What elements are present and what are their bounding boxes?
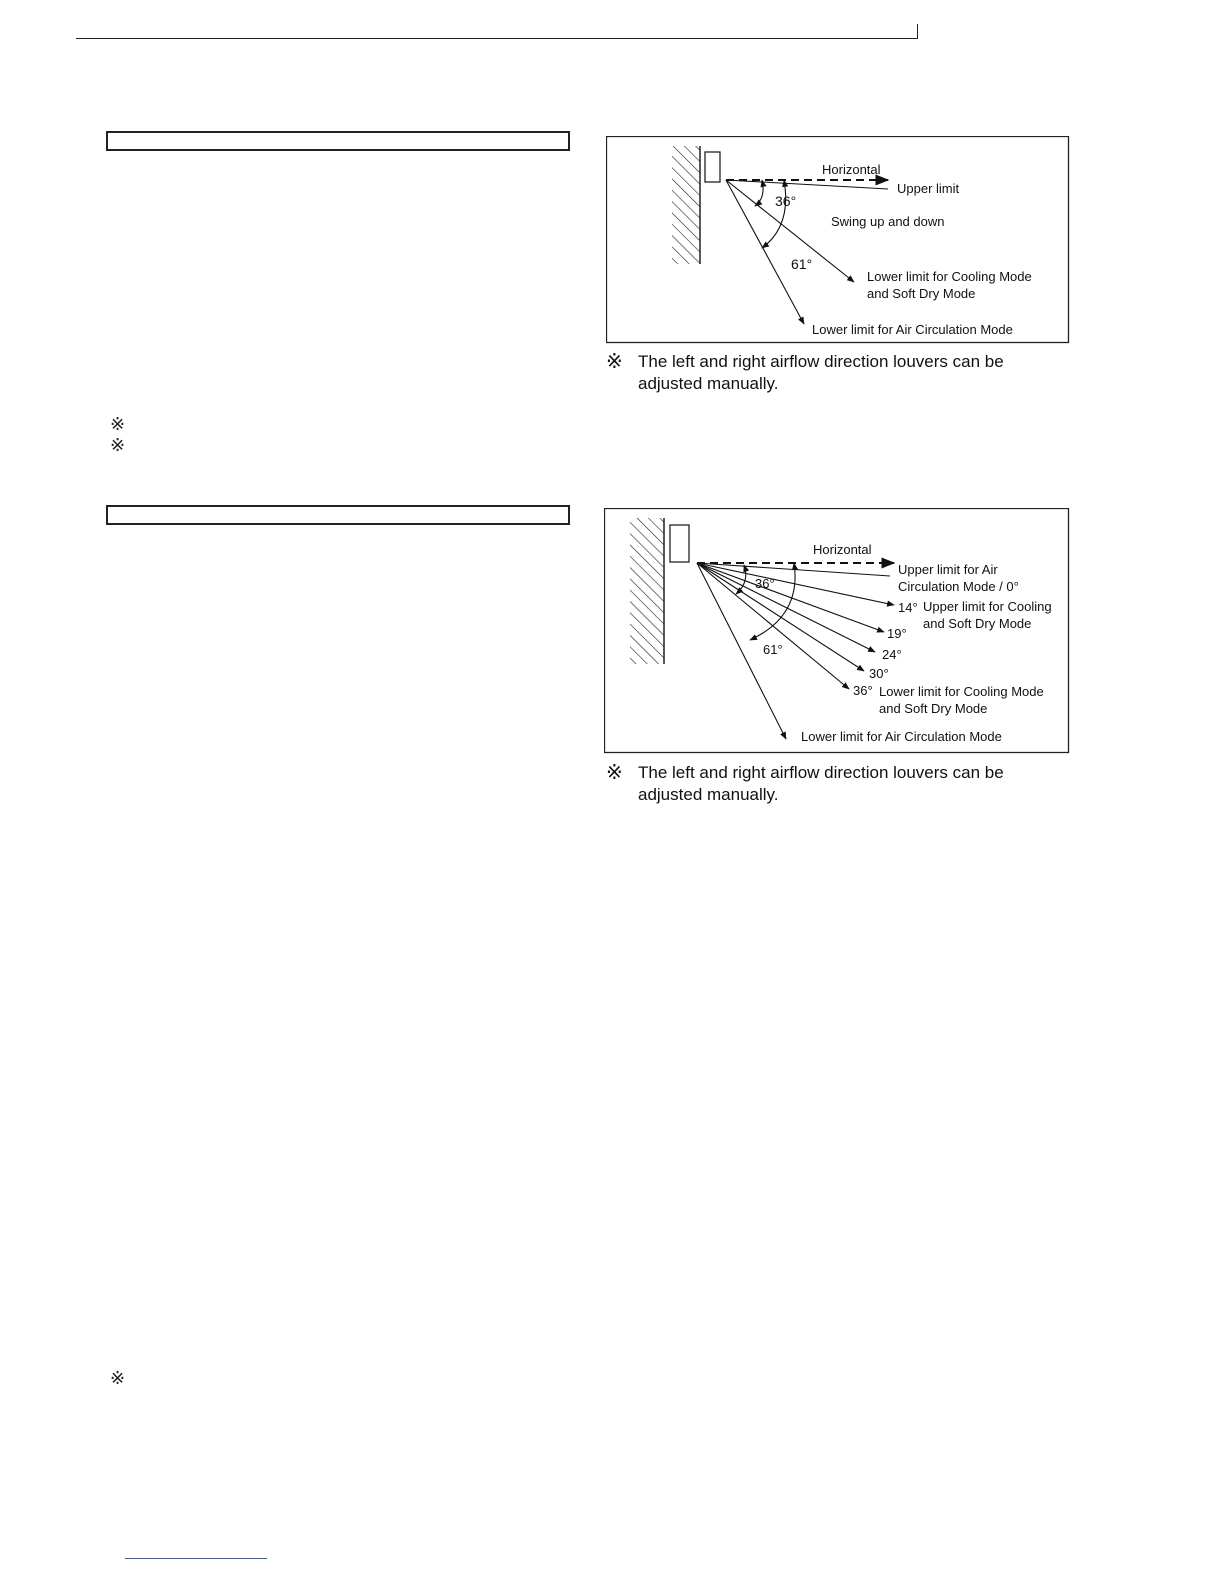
label-angle-61: 61° (791, 256, 813, 272)
wall-hatch (630, 518, 664, 664)
arc-36 (755, 180, 763, 206)
label-angle-30: 30° (869, 666, 889, 681)
note-line: adjusted manually. (638, 374, 779, 393)
footer-link[interactable] (125, 1558, 267, 1559)
label-angle-36: 36° (775, 193, 797, 209)
label-horizontal: Horizontal (813, 542, 872, 557)
label-horizontal: Horizontal (822, 162, 881, 177)
label-angle-14: 14° (898, 600, 918, 615)
label-angle-19: 19° (887, 626, 907, 641)
label-angle-36-arc: 36° (755, 576, 775, 591)
label-upper-cooling: Upper limit for Cooling (923, 599, 1052, 614)
label-lower-air: Lower limit for Air Circulation Mode (812, 322, 1013, 337)
note-line: The left and right airflow direction louvers can be (638, 352, 1004, 371)
reference-mark: ※ (110, 1368, 126, 1388)
upper-limit-line (726, 180, 888, 189)
figure-note-2 (606, 762, 1066, 808)
indoor-unit (670, 525, 689, 562)
label-lower-cooling: and Soft Dry Mode (879, 701, 988, 716)
label-angle-36: 36° (853, 683, 873, 698)
note-line: The left and right airflow direction louvers can be (638, 763, 1004, 782)
label-angle-61: 61° (763, 642, 783, 657)
line-24 (697, 563, 875, 652)
label-upper-limit: Upper limit (897, 181, 960, 196)
label-lower-cooling: Lower limit for Cooling Mode (879, 684, 1044, 699)
louver-diagram-2 (604, 508, 1070, 754)
louver-diagram-1 (606, 136, 1070, 344)
label-upper-air: Upper limit for Air (898, 562, 998, 577)
label-upper-air: Circulation Mode / 0° (898, 579, 1019, 594)
wall-hatch (672, 146, 700, 264)
reference-mark: ※ (110, 414, 126, 434)
reference-mark: ※ (606, 762, 623, 784)
label-lower-cooling: and Soft Dry Mode (867, 286, 976, 301)
label-swing: Swing up and down (831, 214, 945, 229)
figure-note-1 (606, 351, 1066, 397)
note-line: adjusted manually. (638, 785, 779, 804)
label-angle-24: 24° (882, 647, 902, 662)
reference-mark: ※ (606, 351, 623, 373)
label-lower-cooling: Lower limit for Cooling Mode (867, 269, 1032, 284)
label-lower-air: Lower limit for Air Circulation Mode (801, 729, 1002, 744)
section-heading-box-2 (106, 505, 570, 525)
label-upper-cooling: and Soft Dry Mode (923, 616, 1032, 631)
header-rule-tick (917, 24, 918, 39)
indoor-unit (705, 152, 720, 182)
section-heading-box-1 (106, 131, 570, 151)
reference-mark: ※ (110, 435, 126, 455)
header-rule (76, 38, 918, 39)
arc-61 (762, 180, 786, 248)
